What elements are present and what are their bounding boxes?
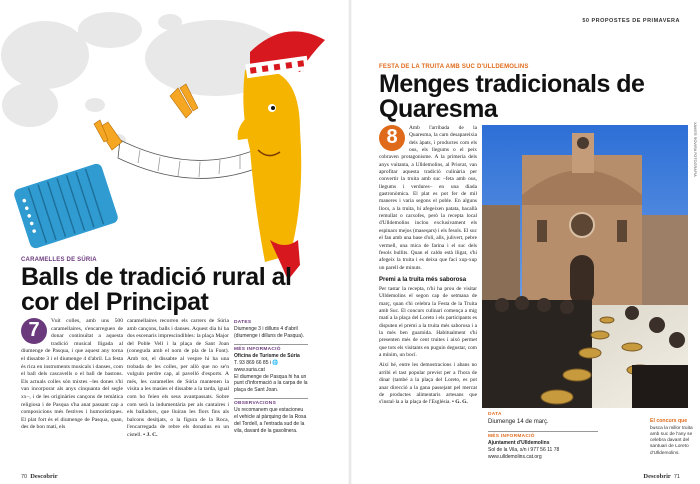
dates-text: Diumenge 3 i dilluns 4 d'abril (diumenge i dilluns de Pasqua).	[234, 326, 305, 340]
accordion-icon	[13, 162, 120, 249]
article-column-1	[21, 318, 123, 432]
right-page	[350, 0, 700, 484]
church-festival-photo	[482, 125, 688, 408]
magazine-brand: Descobrir	[30, 473, 58, 480]
proposal-number-badge: 7	[21, 318, 47, 344]
section-tag: 50 PROPOSTES DE PRIMAVERA	[582, 18, 680, 24]
character-face	[243, 69, 301, 262]
date-label: DATA	[488, 412, 502, 417]
info-box	[234, 318, 308, 434]
article-column-2	[127, 318, 229, 440]
website: www.ulldemolins.cat.org	[488, 453, 542, 460]
more-info-label: MÉS INFORMACIÓ	[488, 431, 598, 440]
observations-text: Us recomanem que estacioneu el vehicle al pàrquing de la Rosa del Tordell, a l'entrada sud de la vila, davant de la gasolinera.	[234, 407, 307, 434]
proposal-number-badge: 8	[379, 125, 405, 151]
article-kicker: FESTA DE LA TRUITA AMB SUC D'ULLDEMOLINS	[379, 64, 529, 70]
side-note-text: busca la millor truita amb suc de l'any se celebra davant del santuari de Loreto d'Ulldemolins.	[650, 425, 693, 456]
page-folio-left	[21, 473, 58, 480]
article-column-1	[379, 125, 477, 407]
info-box	[488, 410, 598, 460]
tourism-office: Oficina de Turisme de Súria	[234, 353, 300, 360]
accordion-player-illustration	[0, 0, 350, 285]
article-body-end: Així bé, entre les demostracions i abans no arribi el tast popular previst per a l'hora de dinar (també a la plaça del Loreto, es pot anar direcció a la gana passejant pel mercat de productes alimentaris artesans que s'instal·la a la plaça de l'Església.	[379, 362, 477, 406]
magazine-brand: Descobrir	[643, 473, 671, 480]
article-lead: Amb l'arribada de la Quaresma, la carn desapareixia dels àpats, i productes com els ous, els llegums o el peix cobraven protagonisme. A la primeria dels anys vuitanta, a Ulldemolins, al Priorat, van aprofitar aquesta tradició culinària per convertir la truita amb suc –feta amb ous, llegums i verdures– en una diada gastronòmica. El plat es pot fer de mil maneres i varia segons el poble. En alguns llocs, a la truita, hi afegeixen patata, bacallà remullat o carxofes, però la recepta local d'Ulldemolins inclou exclusivament els espinacs mejos (maseqars) i els fesols. El suc el fan amb una base d'oli, alls, julivert, pebre vermell, una mica de farina i el suc dels fesols bullits. Quan el caldo està lligat, s'hi afegeix la truita i es deixa que faci xup-xup un parell de minuts.	[379, 125, 477, 271]
subhead: Premi a la truita més saborosa	[379, 276, 467, 283]
page-folio-right	[643, 473, 680, 480]
article-body: Per tastar la recepta, n'hi ha prou de visitar Ulldemolins el segon cap de setmana de març, quan s'hi celebra la Festa de la Truita amb Suc. El concurs culinari comença a mig matí a la plaça del Loreto i els participants es disputen el premi a la truita més saborosa i a la més ben guarnida. Habitualment s'hi presenten més de cent truites i això permet que tots els visitants en puguin degustar, com a mínim, un bocí.	[379, 286, 477, 359]
author-sign: • J. C.	[141, 431, 158, 438]
page-number: 70	[21, 474, 28, 480]
spread-gutter	[348, 0, 352, 484]
article-headline: Balls de tradició rural al cor del Principat	[21, 263, 292, 316]
dates-label: DATES	[234, 320, 252, 325]
article-body: caramellaires recorren els carrers de Súria amb cançons, balls i danses. Aquest dia hi ha dos escenaris imprescindibles: la plaça Major del Poble Vell i la plaça de Sant Joan (coneguda amb el nom de pla de la Font). Amb tot, el dissabte al vespre hi ha una trobada de les colles, per allò que no se'n vulguin perdre cap, al pavelló d'esports. A més, les caramelles de Súria mantenen la visita a les masies el dissabte a la tarda, igual com ho feien els seus avantpassats. Sobre com serà la indumentària per als cantaires i els balladors, que lluiran les flors fins als balcons desitjats, o la figura de la Roca, l'encarregada de rebre els donatius en un cistell.	[127, 318, 229, 438]
town-hall: Ajuntament d'Ulldemolins	[488, 440, 550, 447]
photo-credit: XAVIER ROVIRA FOTOGRAFIA	[693, 122, 697, 177]
photo-side-note	[650, 418, 694, 457]
article-kicker: CARAMELLES DE SÚRIA	[21, 257, 97, 263]
more-info-label: MÉS INFORMACIÓ	[234, 344, 308, 353]
date-text: Diumenge 14 de març.	[488, 419, 549, 426]
page-number: 71	[673, 474, 680, 480]
contact-info: T. 93 869 66 85 i 🌐 www.suria.cat	[234, 360, 279, 373]
arm-striped	[118, 140, 265, 178]
address: Sol de la Vila, s/n i 977 56 11 78	[488, 446, 560, 453]
info-note: El diumenge de Pasqua hi ha un punt d'informació a la carpa de la plaça de Sant Joan.	[234, 373, 308, 394]
article-headline: Menges tradicionals de Quaresma	[379, 70, 645, 123]
side-note-title: El concurs que	[650, 418, 688, 424]
article-lead: Vuit colles, amb uns 500 caramellaires, s'encarreguen de donar continuïtat a aquesta tradició musical lligada al diumenge de Pasqua, i que aquest any torna el dissabte 3 i el diumenge 4 d'abril. La festa és rica en instruments musicals i danses, com el ball dels cascavells o el ball de bastons. Els actuals colles són mixtes –les dones s'hi van incorporar als anys cinquanta del segle xx–, i de les originàries cançons de temàtica religiosa i de Pasqua s'ha anat passant cap a composicions més festives i humorístiques. El plat fort és el diumenge de Pasqua, quan, des de bon matí, els	[21, 318, 123, 431]
author-sign: • G. G.	[450, 399, 468, 406]
observations-label: OBSERVACIONS	[234, 398, 308, 407]
